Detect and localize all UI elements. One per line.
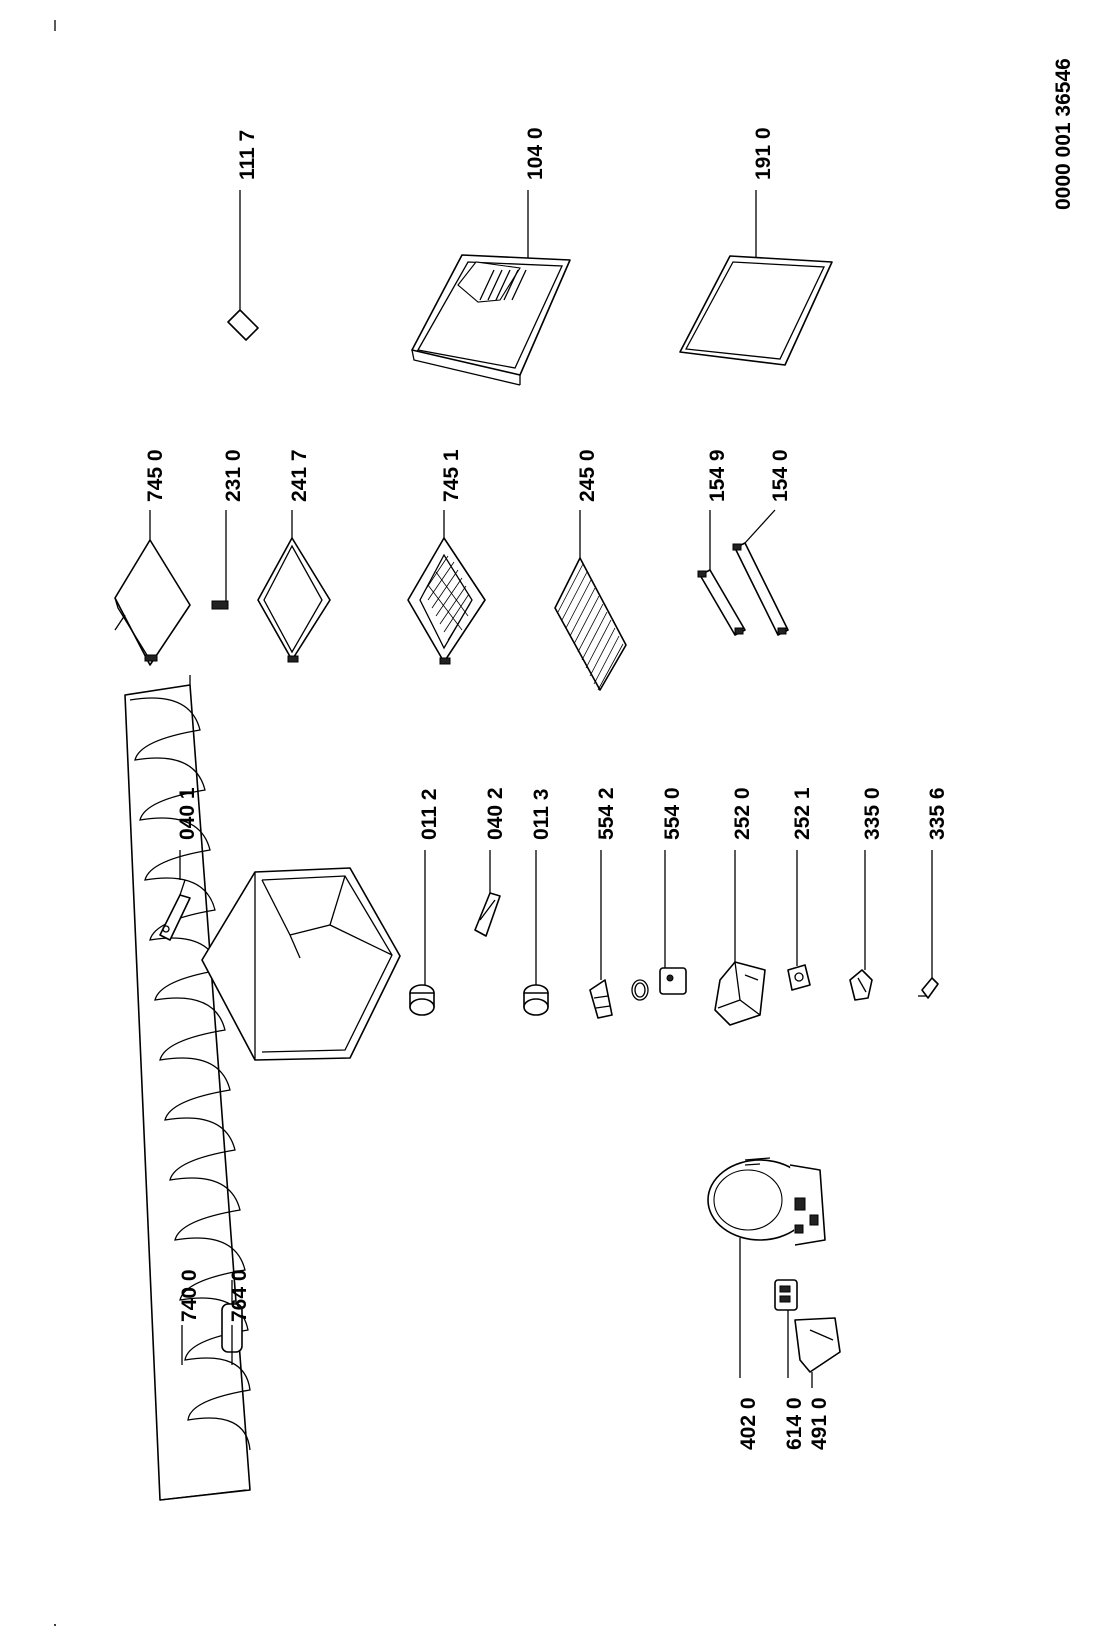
light-switch-drawing	[212, 601, 228, 609]
foot-drawing	[410, 985, 434, 1015]
rail-2-drawing	[733, 543, 788, 635]
shelf-drawing	[258, 538, 330, 662]
wire-shelf-drawing	[555, 558, 626, 690]
callout-2450: 245 0	[576, 449, 599, 502]
cover-plate-drawing	[115, 540, 190, 665]
thermostat-drawing	[632, 968, 686, 1000]
door-gasket-drawing	[680, 256, 832, 365]
callout-6140: 614 0	[783, 1397, 806, 1450]
callout-1549: 154 9	[706, 449, 729, 502]
callout-1910: 191 0	[752, 127, 775, 180]
leader-line	[745, 510, 775, 543]
callout-5542: 554 2	[595, 787, 618, 840]
callout-7640: 764 0	[228, 1269, 251, 1322]
callout-2417: 241 7	[288, 449, 311, 502]
foot-2-drawing	[524, 985, 548, 1015]
callout-2520: 252 0	[731, 787, 754, 840]
callout-1117: 111 7	[236, 129, 259, 180]
lid-drawing	[412, 255, 570, 385]
callout-3350: 335 0	[861, 787, 884, 840]
callout-4020: 402 0	[737, 1397, 760, 1450]
compressor-drawing	[708, 1158, 825, 1245]
callout-7450: 745 0	[144, 449, 167, 502]
relay-cover-drawing	[795, 1318, 840, 1372]
callout-0113: 011 3	[530, 788, 553, 840]
callout-0401: 040 1	[176, 787, 199, 840]
cabinet-drawing	[202, 868, 400, 1060]
callout-7400: 740 0	[178, 1269, 201, 1322]
rail-drawing	[698, 570, 745, 635]
callout-0402: 040 2	[484, 787, 507, 840]
lamp-housing-drawing	[715, 962, 765, 1025]
callout-5540: 554 0	[661, 787, 684, 840]
callout-2521: 252 1	[791, 787, 814, 840]
thermostat-bracket-drawing	[590, 980, 612, 1018]
callout-3356: 335 6	[926, 787, 949, 840]
callout-7451: 745 1	[440, 449, 463, 502]
lamp-cover-drawing	[788, 965, 810, 990]
corner-dot	[54, 1624, 56, 1626]
callout-2310: 231 0	[222, 449, 245, 502]
callout-4910: 491 0	[808, 1397, 831, 1450]
document-id: 0000 001 36546	[1052, 58, 1075, 210]
callout-1040: 104 0	[524, 127, 547, 180]
callout-1540: 154 0	[769, 449, 792, 502]
callout-0112: 011 2	[418, 788, 441, 840]
rating-label-drawing	[228, 310, 258, 340]
hinge-bottom-drawing	[475, 893, 500, 936]
grille-cover-drawing	[408, 538, 485, 664]
clip-drawing	[918, 978, 938, 998]
starter-relay-drawing	[775, 1280, 797, 1310]
knob-drawing	[850, 970, 872, 1000]
